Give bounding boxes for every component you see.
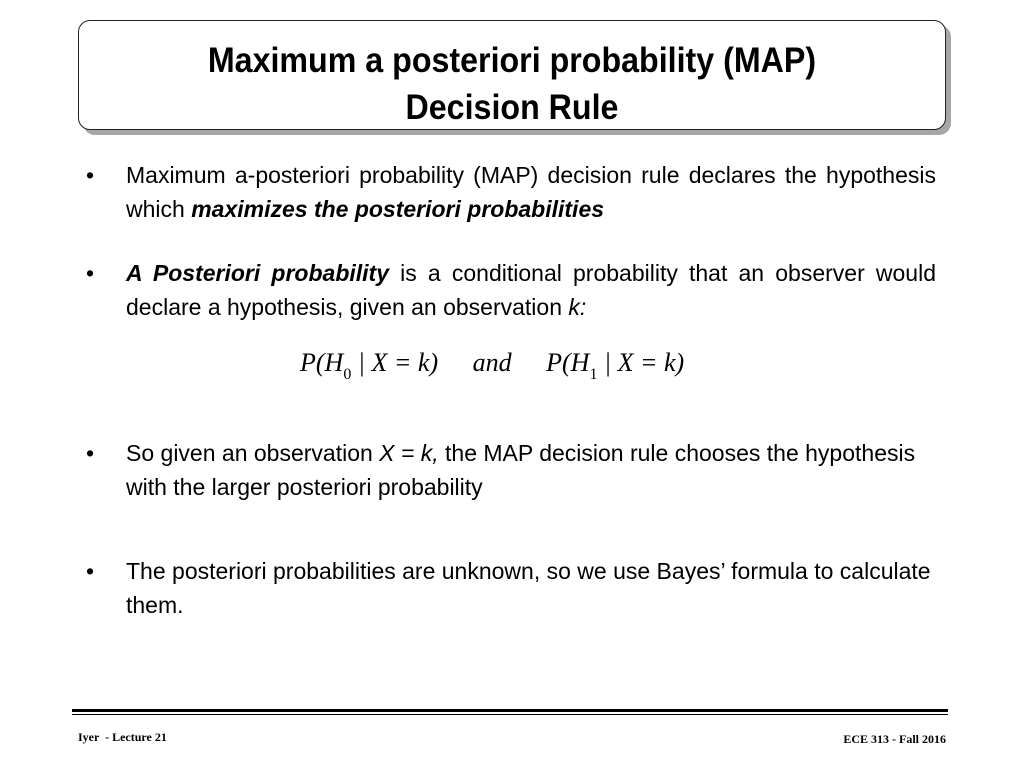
bullet-text-emphasis: A Posteriori probability [126, 260, 389, 286]
slide-title-line-1: Maximum a posteriori probability (MAP) [207, 41, 817, 80]
footer-course-term: ECE 313 - Fall 2016 [843, 732, 946, 746]
bullet-text [126, 158, 936, 226]
equation-p-h0-close: | X = k) [351, 348, 439, 377]
bullet-text [126, 436, 936, 504]
bullet-text-plain: The posteriori probabilities are unknown, so we use Bayes’ formula to calculate them. [126, 558, 931, 618]
bullet-text [126, 256, 936, 324]
bullet-text-emphasis: maximizes the posteriori probabilities [191, 196, 605, 222]
equation-p-h1-open: P(H [546, 348, 590, 377]
bullet-text [126, 554, 936, 622]
equation-p-h0-open: P(H [300, 348, 344, 377]
slide-title-line-2: Decision Rule [405, 88, 619, 127]
slide-title-box [78, 20, 946, 130]
equation-subscript-1: 1 [589, 366, 598, 383]
bullet-marker: • [86, 162, 95, 188]
equation-conjunction: and [472, 348, 512, 377]
bullet-text-plain-tail: the MAP decision rule chooses the hypothesis with the larger posteriori probability [126, 440, 916, 500]
equation-subscript-0: 0 [343, 366, 352, 383]
bullet-marker: • [86, 440, 95, 466]
footer-divider-thick [72, 709, 948, 712]
footer-divider-thin [72, 714, 948, 715]
bullet-text-variable: X = k, [379, 440, 439, 466]
bullet-marker: • [86, 558, 95, 584]
footer-author-lecture: Iyer - Lecture 21 [78, 730, 167, 744]
bullet-marker: • [86, 260, 95, 286]
bullet-text-plain: So given an observation [126, 440, 380, 466]
posterior-equation [300, 346, 780, 384]
bullet-text-plain: is a conditional probability that an observer would declare a hypothesis, given an observation [126, 260, 936, 320]
bullet-text-variable: k: [568, 294, 587, 320]
bullet-text-plain: Maximum a-posteriori probability (MAP) decision rule declares the hypothesis which [126, 162, 936, 222]
equation-p-h1-close: | X = k) [597, 348, 685, 377]
